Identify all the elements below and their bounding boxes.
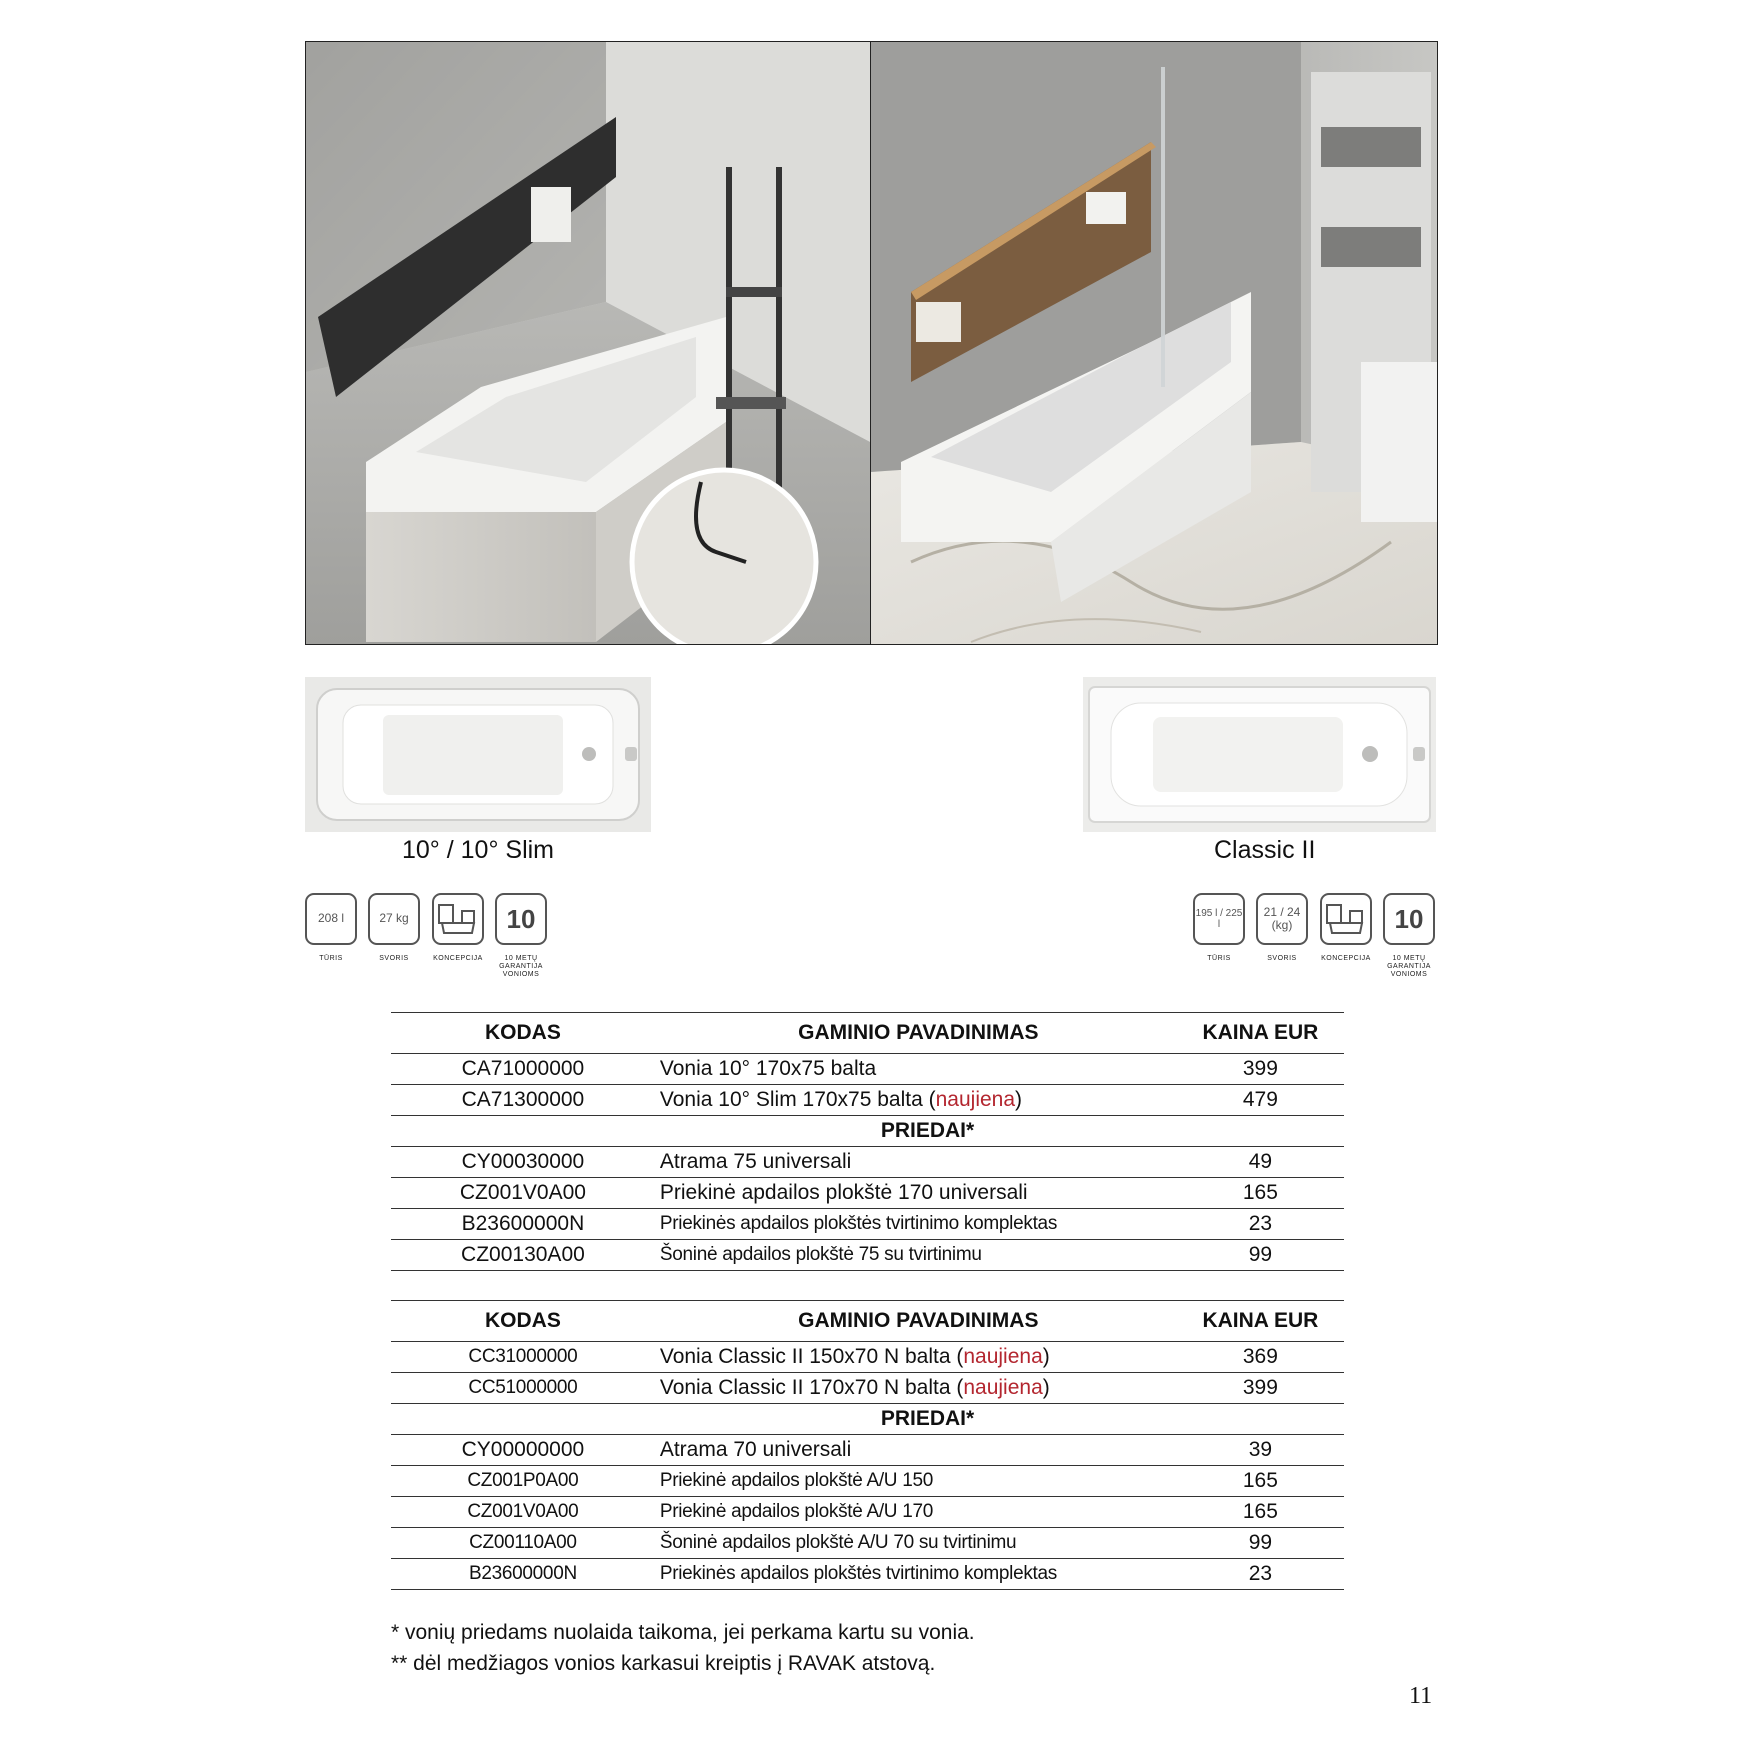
volume-icon: 195 l / 225 l [1193, 893, 1245, 945]
bathtub-topview-10-degree [305, 677, 651, 832]
table-row: CC31000000 Vonia Classic II 150x70 N balta (naujiena) 369 [391, 1342, 1344, 1373]
section-row-accessories: PRIEDAI* [391, 1116, 1344, 1147]
badge-caption: KONCEPCIJA [433, 955, 483, 962]
header-code: KODAS [391, 1301, 655, 1342]
footnote-frame: ** dėl medžiagos vonios karkasui kreiptis į RAVAK atstovą. [391, 1652, 936, 1675]
hero-photo-frame [305, 41, 1438, 645]
table-row: CC51000000 Vonia Classic II 170x70 N balta (naujiena) 399 [391, 1373, 1344, 1404]
badge-caption: TŪRIS [1207, 955, 1231, 962]
volume-icon: 208 l [305, 893, 357, 945]
weight-icon: 27 kg [368, 893, 420, 945]
new-label: naujiena [963, 1345, 1043, 1368]
page-number: 11 [1409, 1683, 1433, 1709]
table-row: CZ001P0A00 Priekinė apdailos plokštė A/U 150 165 [391, 1466, 1344, 1497]
price-table-classic-ii [391, 1300, 1344, 1590]
badge-caption: SVORIS [379, 955, 409, 962]
header-code: KODAS [391, 1013, 655, 1054]
table-row: B23600000N Priekinės apdailos plokštės tvirtinimo komplektas 23 [391, 1559, 1344, 1590]
badge-caption: SVORIS [1267, 955, 1297, 962]
price-table-10-degree [391, 1012, 1344, 1271]
table-row: CA71300000 Vonia 10° Slim 170x75 balta (naujiena) 479 [391, 1085, 1344, 1116]
section-row-accessories: PRIEDAI* [391, 1404, 1344, 1435]
model-name-10-degree: 10° / 10° Slim [402, 836, 555, 864]
badge-caption: KONCEPCIJA [1321, 955, 1371, 962]
table-row: CZ001V0A00 Priekinė apdailos plokštė A/U 170 165 [391, 1497, 1344, 1528]
table-row: CA71000000 Vonia 10° 170x75 balta 399 [391, 1054, 1344, 1085]
weight-icon: 21 / 24 (kg) [1256, 893, 1308, 945]
header-name: GAMINIO PAVADINIMAS [655, 1301, 1177, 1342]
bathroom-photo-classic-ii [871, 42, 1437, 644]
footnote-discount: * vonių priedams nuolaida taikoma, jei perkama kartu su vonia. [391, 1621, 975, 1644]
table-row: CZ00110A00 Šoninė apdailos plokštė A/U 70 su tvirtinimu 99 [391, 1528, 1344, 1559]
badge-caption: 10 METŲ GARANTIJA VONIOMS [499, 955, 543, 979]
table-row: CY00000000 Atrama 70 universali 39 [391, 1435, 1344, 1466]
warranty-icon: 10 [495, 893, 547, 945]
bathtub-concept-icon [432, 893, 484, 945]
warranty-icon: 10 [1383, 893, 1435, 945]
table-header-row [391, 1013, 1344, 1054]
bathtub-topview-classic-ii [1083, 677, 1436, 832]
badge-caption: 10 METŲ GARANTIJA VONIOMS [1387, 955, 1431, 979]
table-header-row [391, 1301, 1344, 1342]
bathtub-concept-icon [1320, 893, 1372, 945]
bathroom-photo-10-degree [306, 42, 870, 644]
table-row: CZ00130A00 Šoninė apdailos plokštė 75 su tvirtinimu 99 [391, 1240, 1344, 1271]
model-name-classic-ii: Classic II [1214, 836, 1316, 864]
header-price: KAINA EUR [1177, 1301, 1344, 1342]
header-name: GAMINIO PAVADINIMAS [655, 1013, 1177, 1054]
table-row: CY00030000 Atrama 75 universali 49 [391, 1147, 1344, 1178]
header-price: KAINA EUR [1177, 1013, 1344, 1054]
new-label: naujiena [935, 1088, 1016, 1111]
table-row: B23600000N Priekinės apdailos plokštės tvirtinimo komplektas 23 [391, 1209, 1344, 1240]
table-row: CZ001V0A00 Priekinė apdailos plokštė 170 universali 165 [391, 1178, 1344, 1209]
badge-caption: TŪRIS [319, 955, 343, 962]
new-label: naujiena [963, 1376, 1043, 1399]
